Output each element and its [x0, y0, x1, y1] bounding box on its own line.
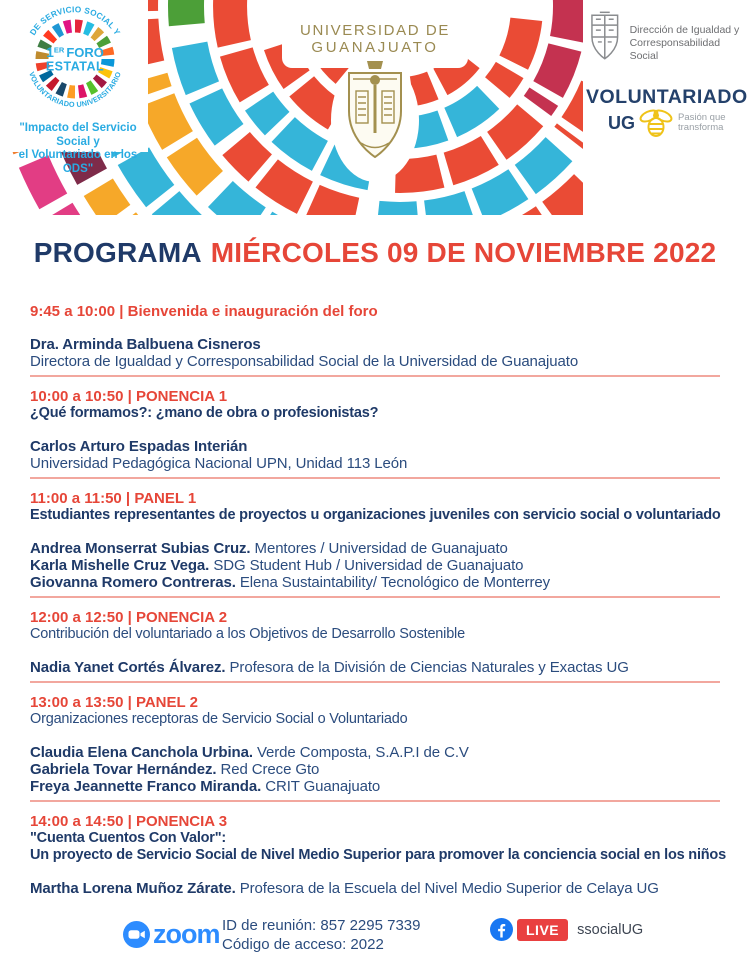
section-time: 12:00 a 12:50	[30, 609, 124, 626]
speaker-name: Dra. Arminda Balbuena Cisneros	[30, 336, 261, 353]
speaker-role: Profesora de la División de Ciencias Naturales y Exactas UG	[225, 659, 629, 676]
speaker-row	[30, 880, 720, 897]
section-subtitle: Contribución del voluntariado a los Objetivos de Desarrollo Sostenible	[30, 626, 465, 642]
speaker-role: Verde Composta, S.A.P.I de C.V	[252, 744, 469, 761]
meeting-id: ID de reunión: 857 2295 7339	[222, 917, 421, 934]
section-time: 10:00 a 10:50	[30, 388, 124, 405]
facebook-handle: ssocialUG	[577, 921, 644, 938]
speaker-row	[30, 557, 720, 574]
speakers-block	[30, 880, 720, 897]
universidad-guanajuato-logo	[280, 22, 470, 176]
program-section	[30, 388, 720, 472]
heading-separator: |	[123, 813, 136, 830]
section-kind: PANEL 1	[134, 490, 197, 507]
section-kind: Bienvenida e inauguración del foro	[127, 303, 378, 320]
facebook-icon	[490, 918, 513, 941]
section-divider	[30, 596, 720, 598]
section-kind: PANEL 2	[135, 694, 198, 711]
foro-ring-icon	[3, 2, 153, 120]
speaker-name: Gabriela Tovar Hernández.	[30, 761, 217, 778]
speaker-row	[30, 778, 720, 795]
speaker-name: Karla Mishelle Cruz Vega.	[30, 557, 210, 574]
event-tagline: "Impacto del Servicio Social y el Voluntariado en los ODS"	[18, 122, 138, 175]
speaker-name: Carlos Arturo Espadas Interián	[30, 438, 248, 455]
section-kind: PONENCIA 1	[135, 388, 228, 405]
heading-separator: |	[115, 303, 128, 320]
live-badge: LIVE	[517, 919, 568, 941]
section-subtitle: "Cuenta Cuentos Con Valor":	[30, 830, 227, 846]
speakers-block	[30, 438, 720, 472]
section-time: 9:45 a 10:00	[30, 303, 116, 320]
foro-estatal-logo	[2, 2, 154, 176]
hero-banner	[0, 0, 750, 215]
zoom-camera-icon	[123, 921, 150, 948]
speaker-name: Andrea Monserrat Subias Cruz.	[30, 540, 251, 557]
heading-separator: |	[121, 490, 135, 507]
foro-center-line1: 1ER $_{FORO}$	[46, 44, 104, 60]
university-name-line2: GUANAJUATO	[311, 39, 439, 56]
schedule	[0, 303, 750, 897]
speaker-role: Universidad Pedagógica Nacional UPN, Unidad 113 León	[30, 455, 408, 472]
section-subtitle: Estudiantes representantes de proyectos u organizaciones juveniles con servicio social o voluntariado	[30, 507, 721, 523]
ug-gray-shield-icon	[588, 10, 622, 64]
speaker-role: SDG Student Hub / Universidad de Guanajuato	[209, 557, 524, 574]
section-time: 14:00 a 14:50	[30, 813, 124, 830]
section-divider	[30, 800, 720, 802]
bee-icon	[637, 108, 675, 138]
university-name-line1: UNIVERSIDAD DE	[300, 22, 450, 39]
section-divider	[30, 375, 720, 377]
speaker-row	[30, 540, 720, 557]
speaker-role: Mentores / Universidad de Guanajuato	[250, 540, 508, 557]
heading-separator: |	[123, 609, 136, 626]
voluntariado-ug-logo	[586, 86, 746, 138]
section-subtitle: Un proyecto de Servicio Social de Nivel Medio Superior para promover la conciencia social en los niños	[30, 847, 726, 863]
program-section	[30, 694, 720, 795]
speaker-role: Elena Sustaintability/ Tecnológico de Monterrey	[235, 574, 551, 591]
voluntariado-ug-text: UG	[608, 112, 635, 133]
speakers-block	[30, 744, 720, 795]
speaker-name: Martha Lorena Muñoz Zárate.	[30, 880, 236, 897]
speaker-name: Freya Jeannette Franco Miranda.	[30, 778, 262, 795]
section-divider	[30, 681, 720, 683]
foro-center-line2: ESTATAL	[45, 59, 105, 74]
section-heading	[30, 388, 720, 405]
ug-crest-icon	[337, 59, 413, 171]
program-title	[0, 237, 750, 269]
ring-text-bottom: VOLUNTARIADO UNIVERSITARIO	[27, 70, 123, 110]
title-program: PROGRAMA	[33, 237, 202, 268]
speaker-name: Giovanna Romero Contreras.	[30, 574, 236, 591]
speaker-row	[30, 761, 720, 778]
meeting-info	[222, 916, 421, 954]
access-code: Código de acceso: 2022	[222, 936, 384, 953]
section-subtitle: ¿Qué formamos?: ¿mano de obra o profesionistas?	[30, 405, 379, 421]
section-kind: PONENCIA 3	[135, 813, 228, 830]
direccion-name: Dirección de Igualdad y Corresponsabilidad Social	[629, 24, 740, 62]
speaker-row	[30, 574, 720, 591]
speaker-role: Red Crece Gto	[216, 761, 320, 778]
speaker-role: CRIT Guanajuato	[261, 778, 381, 795]
speaker-name: Nadia Yanet Cortés Álvarez.	[30, 659, 226, 676]
section-subtitle: Organizaciones receptoras de Servicio Social o Voluntariado	[30, 711, 408, 727]
title-date: MIÉRCOLES 09 DE NOVIEMBRE 2022	[210, 237, 717, 268]
section-kind: PONENCIA 2	[135, 609, 228, 626]
speaker-name: Claudia Elena Canchola Urbina.	[30, 744, 253, 761]
section-time: 11:00 a 11:50	[30, 490, 122, 507]
speaker-role: Profesora de la Escuela del Nivel Medio Superior de Celaya UG	[235, 880, 659, 897]
facebook-live	[490, 918, 643, 941]
heading-separator: |	[123, 694, 136, 711]
section-heading	[30, 813, 720, 830]
voluntariado-wordmark: VOLUNTARIADO	[586, 86, 748, 108]
speaker-row	[30, 659, 720, 676]
footer	[0, 903, 750, 975]
program-section	[30, 303, 720, 370]
section-heading	[30, 609, 720, 626]
section-heading	[30, 694, 720, 711]
program-section	[30, 490, 720, 591]
speaker-role: Directora de Igualdad y Corresponsabilidad Social de la Universidad de Guanajuato	[30, 353, 579, 370]
direccion-igualdad-logo	[588, 10, 750, 64]
voluntariado-slogan: Pasión que transforma	[678, 111, 726, 133]
section-heading	[30, 490, 720, 507]
speakers-block	[30, 336, 720, 370]
section-heading	[30, 303, 720, 320]
zoom-wordmark: zoom	[153, 919, 220, 949]
ring-text-top: DE SERVICIO SOCIAL Y	[27, 4, 123, 37]
speaker-row	[30, 744, 720, 761]
section-divider	[30, 477, 720, 479]
speakers-block	[30, 540, 720, 591]
heading-separator: |	[123, 388, 136, 405]
speakers-block	[30, 659, 720, 676]
program-section	[30, 813, 726, 897]
zoom-logo	[123, 919, 220, 950]
program-section	[30, 609, 720, 676]
section-time: 13:00 a 13:50	[30, 694, 124, 711]
